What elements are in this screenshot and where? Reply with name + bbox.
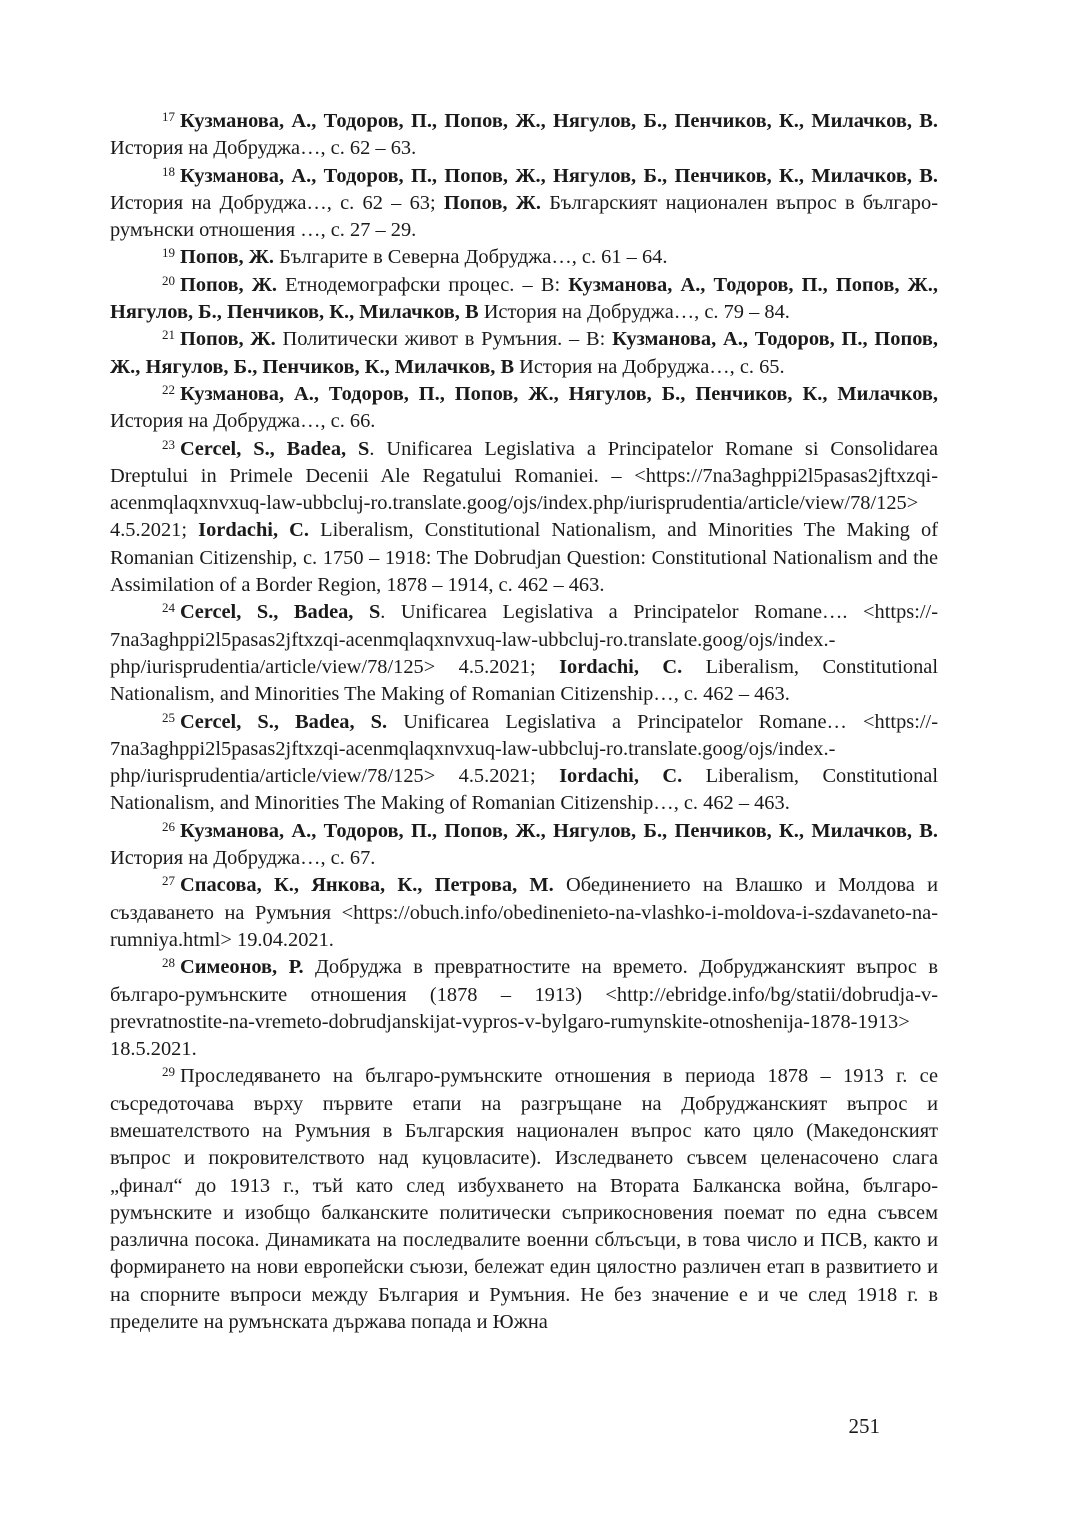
- footnote-author: Попов, Ж.: [443, 191, 541, 214]
- footnotes-block: [110, 108, 938, 1336]
- footnote-number: 29: [162, 1064, 175, 1080]
- footnote-number: 17: [162, 109, 175, 124]
- footnote-author: Iordachi, C.: [559, 765, 683, 788]
- footnote-25: [110, 709, 938, 818]
- footnote-text: Добруджа в превратностите на времето. Добруджанският въпрос в българо-румънските отношения (1878 – 1913) <http://ebridge.info/bg/statii/dobrudja-v-prevratnostite-na-vremeto-dobrudjanskijat-vypros-v-bylgaro-rumynskite-otnoshenija-1878-1913> 18.5.2021.: [110, 956, 938, 1061]
- footnote-24: [110, 599, 938, 708]
- footnote-author: Кузманова, А., Тодоров, П., Попов, Ж., Нягулов, Б., Пенчиков, К., Милачков, В.: [180, 110, 938, 132]
- footnote-author: Кузманова, А., Тодоров, П., Попов, Ж., Нягулов, Б., Пенчиков, К., Милачков, В: [110, 273, 938, 324]
- footnote-list: [110, 108, 938, 1336]
- footnote-text: Българският национален въпрос в българо-румънски отношения …, с. 27 – 29.: [110, 191, 938, 242]
- footnote-number: 19: [162, 245, 175, 261]
- footnote-author: Симеонов, Р.: [180, 956, 304, 979]
- footnote-text: Етнодемографски процес. – В:: [277, 273, 569, 296]
- footnote-21: [110, 326, 938, 381]
- footnote-text: . Unificarea Legislativa a Principatelor Romane si Consolidarea Dreptului in Primele Decenii Ale Regatului Romaniei. – <https://7na3aghppi2l5pasas2jftxzqi-acenmqlaqxnvxuq-law-ubbcluj-ro.translate.goog/ojs/index.php/iurisprudentia/article/view/78/125> 4.5.2021;: [110, 437, 938, 542]
- footnote-number: 22: [162, 381, 175, 397]
- footnote-number: 20: [162, 272, 175, 288]
- footnote-text: История на Добруджа…, с. 62 – 63;: [110, 191, 444, 214]
- footnote-text: История на Добруджа…, с. 67.: [110, 847, 376, 870]
- footnote-text: История на Добруджа…, с. 62 – 63.: [110, 137, 417, 160]
- footnote-author: Кузманова, А., Тодоров, П., Попов, Ж., Нягулов, Б., Пенчиков, К., Милачков, В: [110, 328, 938, 378]
- footnote-text: . Unificarea Legislativa a Principatelor Romane…. <https://7na3aghppi2l5pasas2jftxzqi-acenmqlaqxnvxuq-law-ubbcluj-ro.translate.goog/ojs/index.php/iurisprudentia/article/view/78/125> 4.5.2021;: [110, 601, 938, 678]
- footnote-text: Liberalism, Constitutional Nationalism, and Minorities The Making of Romanian Citizenship…, c. 462 – 463.: [110, 765, 938, 815]
- footnote-author: Cercel, S., Badea, S: [180, 437, 370, 460]
- footnote-19: [110, 244, 938, 271]
- footnote-22: [110, 381, 938, 436]
- page-number: 251: [848, 1414, 880, 1438]
- footnote-text: Liberalism, Constitutional Nationalism, and Minorities The Making of Romanian Citizenship…, c. 462 – 463.: [110, 655, 938, 706]
- footnote-17: [110, 108, 938, 163]
- footnote-18: [110, 163, 938, 245]
- footnote-text: История на Добруджа…, с. 65.: [514, 355, 785, 378]
- footnote-text: История на Добруджа…, с. 79 – 84.: [478, 301, 790, 324]
- footnote-text: Unificarea Legislativa a Principatelor Romane… <https://7na3aghppi2l5pasas2jftxzqi-acenmqlaqxnvxuq-law-ubbcluj-ro.translate.goog/ojs/index.php/iurisprudentia/article/view/78/125> 4.5.2021;: [110, 710, 938, 788]
- footnote-author: Кузманова, А., Тодоров, П., Попов, Ж., Нягулов, Б., Пенчиков, К., Милачков, В.: [180, 164, 938, 187]
- footnote-23: [110, 436, 938, 600]
- footnote-number: 24: [162, 600, 175, 616]
- footnote-27: [110, 872, 938, 954]
- footnote-text: История на Добруджа…, с. 66.: [110, 410, 376, 433]
- footnote-20: [110, 272, 938, 327]
- footnote-number: 27: [162, 873, 175, 889]
- footnote-author: Iordachi, C.: [198, 519, 310, 542]
- footnote-author: Cercel, S., Badea, S: [180, 601, 381, 624]
- footnote-29: [110, 1063, 938, 1336]
- footnote-author: Попов, Ж.: [180, 273, 278, 296]
- footnote-text: Обединението на Влашко и Молдова и създаването на Румъния <https://obuch.info/obedinenieto-na-vlashko-i-moldova-i-szdavaneto-na-rumniya.html> 19.04.2021.: [110, 874, 938, 951]
- footnote-text: Проследяването на българо-румънските отношения в периода 1878 – 1913 г. се съсредоточава върху първите етапи на разгръщане на Добруджанският въпрос и вмешателството на Румъния в Българския национален въпрос като цяло (Македонският въпрос и покровителството над куцовласите). Изследването съвсем целенасочено слага „финал“ до 1913 г., тъй като след избухването на Втората Балканска война, българо-румънските и изобщо балканските политически съприкосновения поемат по една съвсем различна посока. Динамиката на последвалите военни сблъсъци, в това число и ПСВ, както и формирането на нови европейски съюзи, бележат един цялостно различен етап в развитието и на спорните въпроси между България и Румъния. Не без значение е и че след 1918 г. в пределите на румънската държава попада и Южна: [110, 1065, 938, 1334]
- footnote-number: 25: [162, 709, 175, 725]
- footnote-author: Попов, Ж.: [180, 328, 276, 351]
- footnote-author: Спасова, К., Янкова, К., Петрова, М.: [180, 874, 554, 897]
- footnote-author: Cercel, S., Badea, S.: [180, 710, 388, 733]
- footnote-number: 18: [162, 163, 175, 179]
- footnote-26: [110, 818, 938, 873]
- footnote-number: 26: [162, 818, 175, 834]
- footnote-author: Кузманова, А., Тодоров, П., Попов, Ж., Нягулов, Б., Пенчиков, К., Милачков,: [180, 382, 938, 405]
- footnote-number: 23: [162, 436, 175, 452]
- footnote-text: Българите в Северна Добруджа…, с. 61 – 64.: [273, 246, 668, 269]
- footnote-author: Попов, Ж.: [180, 246, 274, 269]
- footnote-number: 21: [162, 327, 175, 343]
- footnote-text: Политически живот в Румъния. – В:: [275, 328, 613, 351]
- footnote-author: Iordachi, C.: [559, 655, 683, 678]
- footnote-number: 28: [162, 955, 175, 971]
- footnote-text: Liberalism, Constitutional Nationalism, and Minorities The Making of Romanian Citizenship, c. 1750 – 1918: The Dobrudjan Question: Constitutional Nationalism and the Assimilation of a Border Region, 1878 – 1914, c. 462 – 463.: [110, 519, 939, 597]
- footnote-28: [110, 954, 938, 1063]
- footnote-author: Кузманова, А., Тодоров, П., Попов, Ж., Нягулов, Б., Пенчиков, К., Милачков, В.: [180, 819, 938, 842]
